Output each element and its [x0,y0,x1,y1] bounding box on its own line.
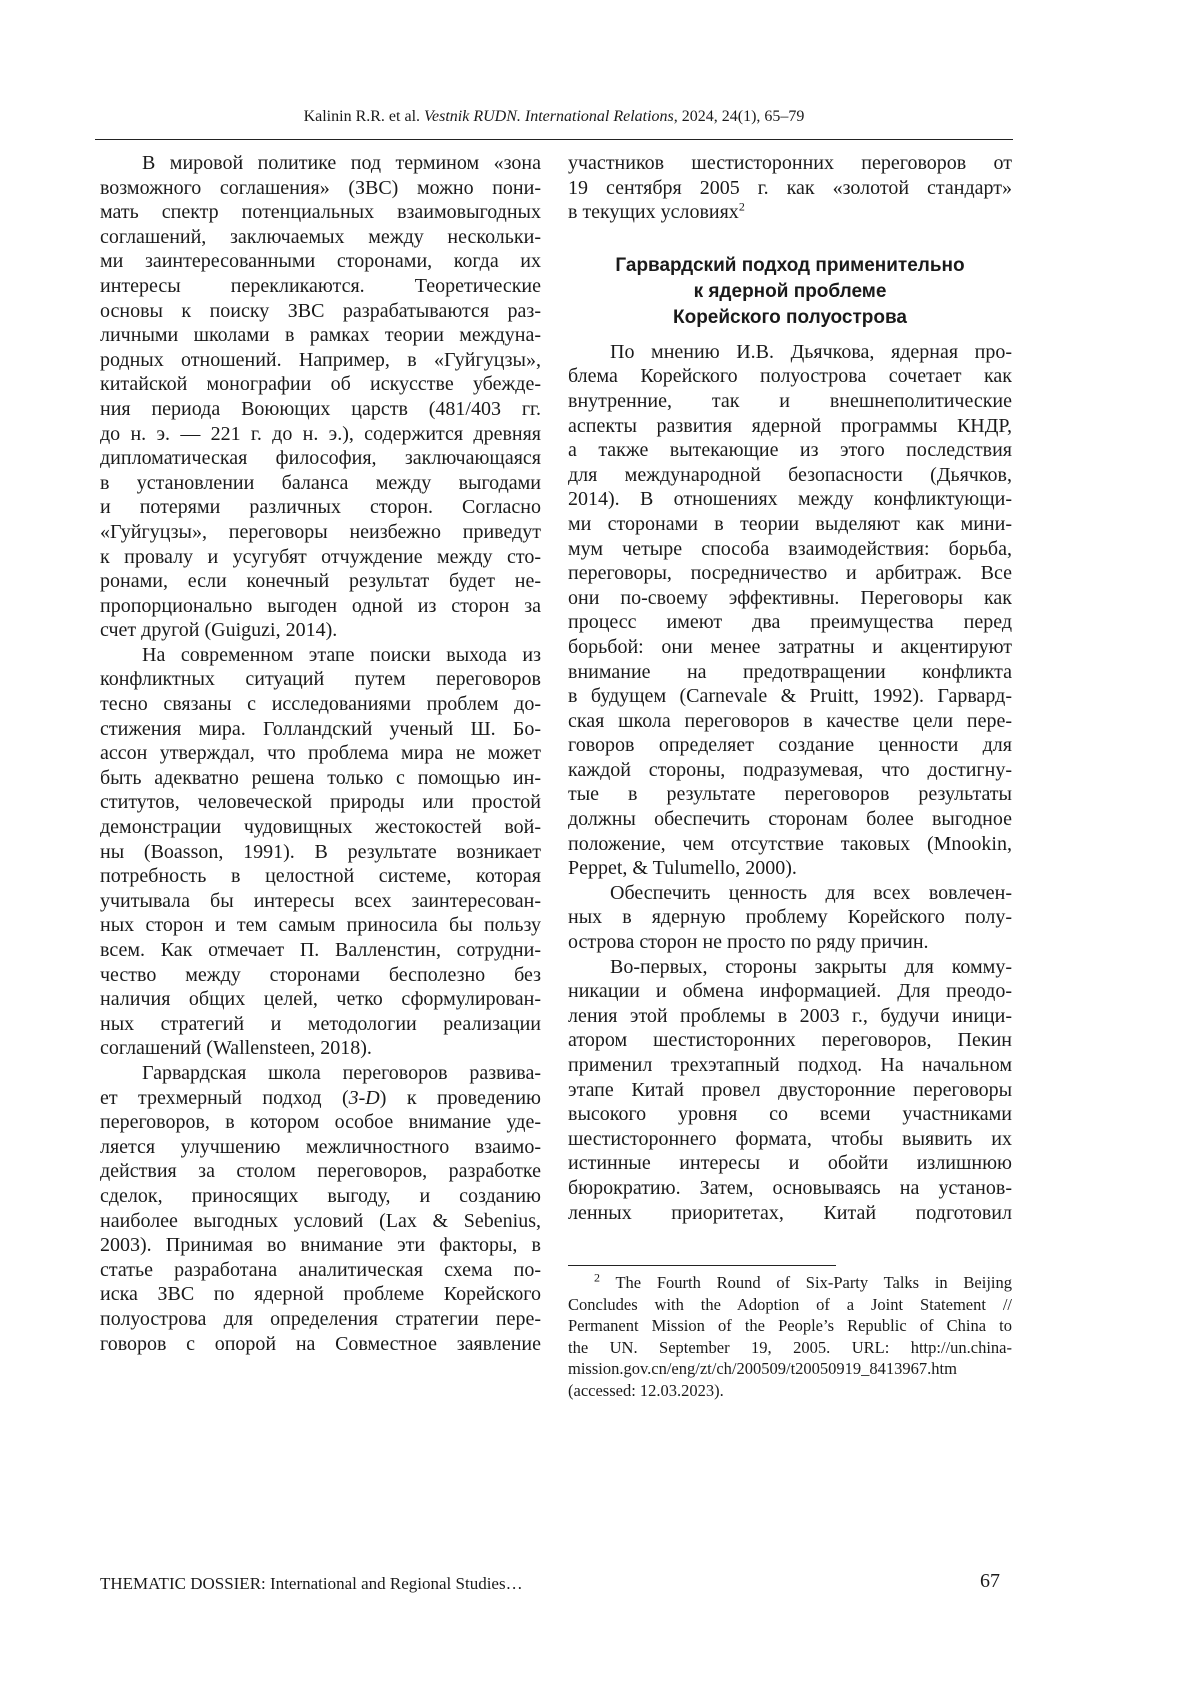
text-line: mission.gov.cn/eng/zt/ch/200509/t20050919_8413967.htm [568,1358,1012,1380]
text-line: всем. Как отмечает П. Валленстин, сотрудни- [100,938,541,963]
paragraph [568,955,1012,1226]
text-line: ных сторон и тем самым приносила бы пользу [100,913,541,938]
text-line: соглашений (Wallensteen, 2018). [100,1036,541,1061]
text-line: По мнению И.В. Дьячкова, ядерная про- [568,340,1012,365]
right-column [568,151,1012,1225]
text-line: ления этой проблемы в 2003 г., будучи иници- [568,1004,1012,1029]
paragraph [100,643,541,1061]
text-line: ния периода Воюющих царств (481/403 гг. [100,397,541,422]
text-line: к провалу и усугубят отчуждение между сто- [100,545,541,570]
text-segment: в текущих условиях [568,201,739,223]
text-line: интересы перекликаются. Теоретические [100,274,541,299]
text-segment: ет трехмерный подход ( [100,1087,349,1109]
text-line: каждой стороны, подразумевая, что достигну- [568,758,1012,783]
text-line: конфликтных ситуаций путем переговоров [100,667,541,692]
text-line: применил трехэтапный подход. На начальном [568,1053,1012,1078]
text-line: пропорционально выгоден одной из сторон за [100,594,541,619]
text-line: ных в ядерную проблему Корейского полу- [568,905,1012,930]
text-line: острова сторон не просто по ряду причин. [568,930,1012,955]
footnote-marker: 2 [739,200,745,214]
text-line: бюрократию. Затем, основываясь на установ- [568,1176,1012,1201]
text-line: аспекты развития ядерной программы КНДР, [568,414,1012,439]
text-line: процесс имеют два преимущества перед [568,610,1012,635]
paragraph [568,1272,1012,1402]
text-line: Гарвардская школа переговоров развива- [100,1061,541,1086]
text-line: они по-своему эффективны. Переговоры как [568,586,1012,611]
text-line: никации и обмена информацией. Для преодо- [568,979,1012,1004]
text-line: быть адекватно решена только с помощью ин- [100,766,541,791]
text-line: статье разработана аналитическая схема по- [100,1258,541,1283]
text-segment: The Fourth Round of Six-Party Talks in Beijing [600,1273,1012,1292]
heading-line: Корейского полуострова [568,305,1012,331]
section-heading [568,253,1012,331]
text-line: наиболее выгодных условий (Lax & Sebenius, [100,1209,541,1234]
text-line: для международной безопасности (Дьячков, [568,463,1012,488]
paragraph [568,151,1012,225]
text-line: В мировой политике под термином «зона [100,151,541,176]
text-line: борьбой: они менее затратны и акцентируют [568,635,1012,660]
text-line: дипломатическая философия, заключающаяся [100,446,541,471]
header-issue: , 2024, 24(1), 65–79 [674,108,805,125]
paragraph [568,881,1012,955]
text-line: На современном этапе поиски выхода из [100,643,541,668]
text-line: высокого уровня со всеми участниками [568,1102,1012,1127]
text-line: ляется улучшению межличностного взаимо- [100,1135,541,1160]
text-line: положение, чем отсутствие таковых (Mnookin, [568,832,1012,857]
text-segment: ) к проведению [380,1087,541,1109]
header-journal: Vestnik RUDN. International Relations [424,108,674,125]
text-line [568,1272,1012,1294]
text-line: в будущем (Carnevale & Pruitt, 1992). Гарвард- [568,684,1012,709]
text-line: ассон утверждал, что проблема мира не может [100,741,541,766]
text-line [568,200,1012,225]
text-line: стижения мира. Голландский ученый Ш. Бо- [100,717,541,742]
text-line: родных отношений. Например, в «Гуйгуцзы», [100,348,541,373]
text-line: блема Корейского полуострова сочетает как [568,364,1012,389]
text-line: наличия общих целей, четко сформулирован- [100,987,541,1012]
text-line: до н. э. — 221 г. до н. э.), содержится древняя [100,422,541,447]
text-line: этапе Китай провел двусторонние переговоры [568,1078,1012,1103]
text-line: 19 сентября 2005 г. как «золотой стандарт» [568,176,1012,201]
text-line: ская школа переговоров в качестве цели пере- [568,709,1012,734]
text-line: демонстрации чудовищных жестокостей вой- [100,815,541,840]
text-line: (accessed: 12.03.2023). [568,1380,1012,1402]
heading-line: к ядерной проблеме [568,279,1012,305]
running-header [95,108,1013,126]
text-line: участников шестисторонних переговоров от [568,151,1012,176]
text-line: ных стратегий и методологии реализации [100,1012,541,1037]
text-line: Permanent Mission of the People’s Republic of China to [568,1315,1012,1337]
text-line: основы к поиску ЗВС разрабатываются раз- [100,299,541,324]
footnote [568,1272,1012,1402]
text-line: внутренние, так и внешнеполитические [568,389,1012,414]
text-line: «Гуйгуцзы», переговоры неизбежно приведут [100,520,541,545]
header-authors: Kalinin R.R. et al. [304,108,424,125]
footnote-divider [568,1265,836,1266]
text-line: учитывала бы интересы всех заинтересован- [100,889,541,914]
text-line: внимание на предотвращении конфликта [568,660,1012,685]
text-line: ны (Boasson, 1991). В результате возникает [100,840,541,865]
text-line: ми сторонами в теории выделяют как мини- [568,512,1012,537]
text-line: говоров определяет создание ценности для [568,733,1012,758]
text-line: в установлении баланса между выгодами [100,471,541,496]
text-line: соглашений, заключаемых между нескольки- [100,225,541,250]
footer-section-title: THEMATIC DOSSIER: International and Regional Studies… [100,1574,523,1594]
footnote-marker: 2 [594,1271,600,1285]
text-line: личными школами в рамках теории междуна- [100,323,541,348]
text-line: переговоры, посредничество и арбитраж. Все [568,561,1012,586]
italic-term: 3-D [349,1087,380,1109]
text-line: потребность в целостной системе, которая [100,864,541,889]
text-line: 2003). Принимая во внимание эти факторы, в [100,1233,541,1258]
text-line: ститутов, человеческой природы или простой [100,790,541,815]
text-line: the UN. September 19, 2005. URL: http://un.china- [568,1337,1012,1359]
text-line: мать спектр потенциальных взаимовыгодных [100,200,541,225]
text-line: и потерями различных сторон. Согласно [100,495,541,520]
text-line: тесно связаны с исследованиями проблем до- [100,692,541,717]
text-line: 2014). В отношениях между конфликтующи- [568,487,1012,512]
text-line: атором шестисторонних переговоров, Пекин [568,1028,1012,1053]
text-line: шестистороннего формата, чтобы выявить их [568,1127,1012,1152]
text-line: китайской монографии об искусстве убежде- [100,372,541,397]
text-line: мум четыре способа взаимодействия: борьба, [568,537,1012,562]
paragraph [568,340,1012,881]
left-column [100,151,541,1356]
text-line: переговоров, в котором особое внимание уде- [100,1110,541,1135]
text-line: ронами, если конечный результат будет не- [100,569,541,594]
text-line: тые в результате переговоров результаты [568,782,1012,807]
intro-paragraph [568,151,1012,225]
text-line: полуострова для определения стратегии пере- [100,1307,541,1332]
text-line [100,1086,541,1111]
header-divider [95,139,1013,140]
text-line: Concludes with the Adoption of a Joint Statement // [568,1294,1012,1316]
text-line: возможного соглашения» (ЗВС) можно пони- [100,176,541,201]
text-line: говоров с опорой на Совместное заявление [100,1332,541,1357]
text-line: сделок, приносящих выгоду, и созданию [100,1184,541,1209]
text-line: счет другой (Guiguzi, 2014). [100,618,541,643]
text-line: иска ЗВС по ядерной проблеме Корейского [100,1282,541,1307]
paragraph [100,1061,541,1356]
text-line: ленных приоритетах, Китай подготовил [568,1201,1012,1226]
heading-line: Гарвардский подход применительно [568,253,1012,279]
text-line: чество между сторонами бесполезно без [100,963,541,988]
paragraph [100,151,541,643]
text-line: должны обеспечить сторонам более выгодное [568,807,1012,832]
text-line: а также вытекающие из этого последствия [568,438,1012,463]
text-line: действия за столом переговоров, разработке [100,1159,541,1184]
text-line: Обеспечить ценность для всех вовлечен- [568,881,1012,906]
page-number: 67 [980,1570,1000,1593]
text-line: истинные интересы и обойти излишнюю [568,1151,1012,1176]
text-line: Во-первых, стороны закрыты для комму- [568,955,1012,980]
text-line: ми заинтересованными сторонами, когда их [100,249,541,274]
text-line: Peppet, & Tulumello, 2000). [568,856,1012,881]
